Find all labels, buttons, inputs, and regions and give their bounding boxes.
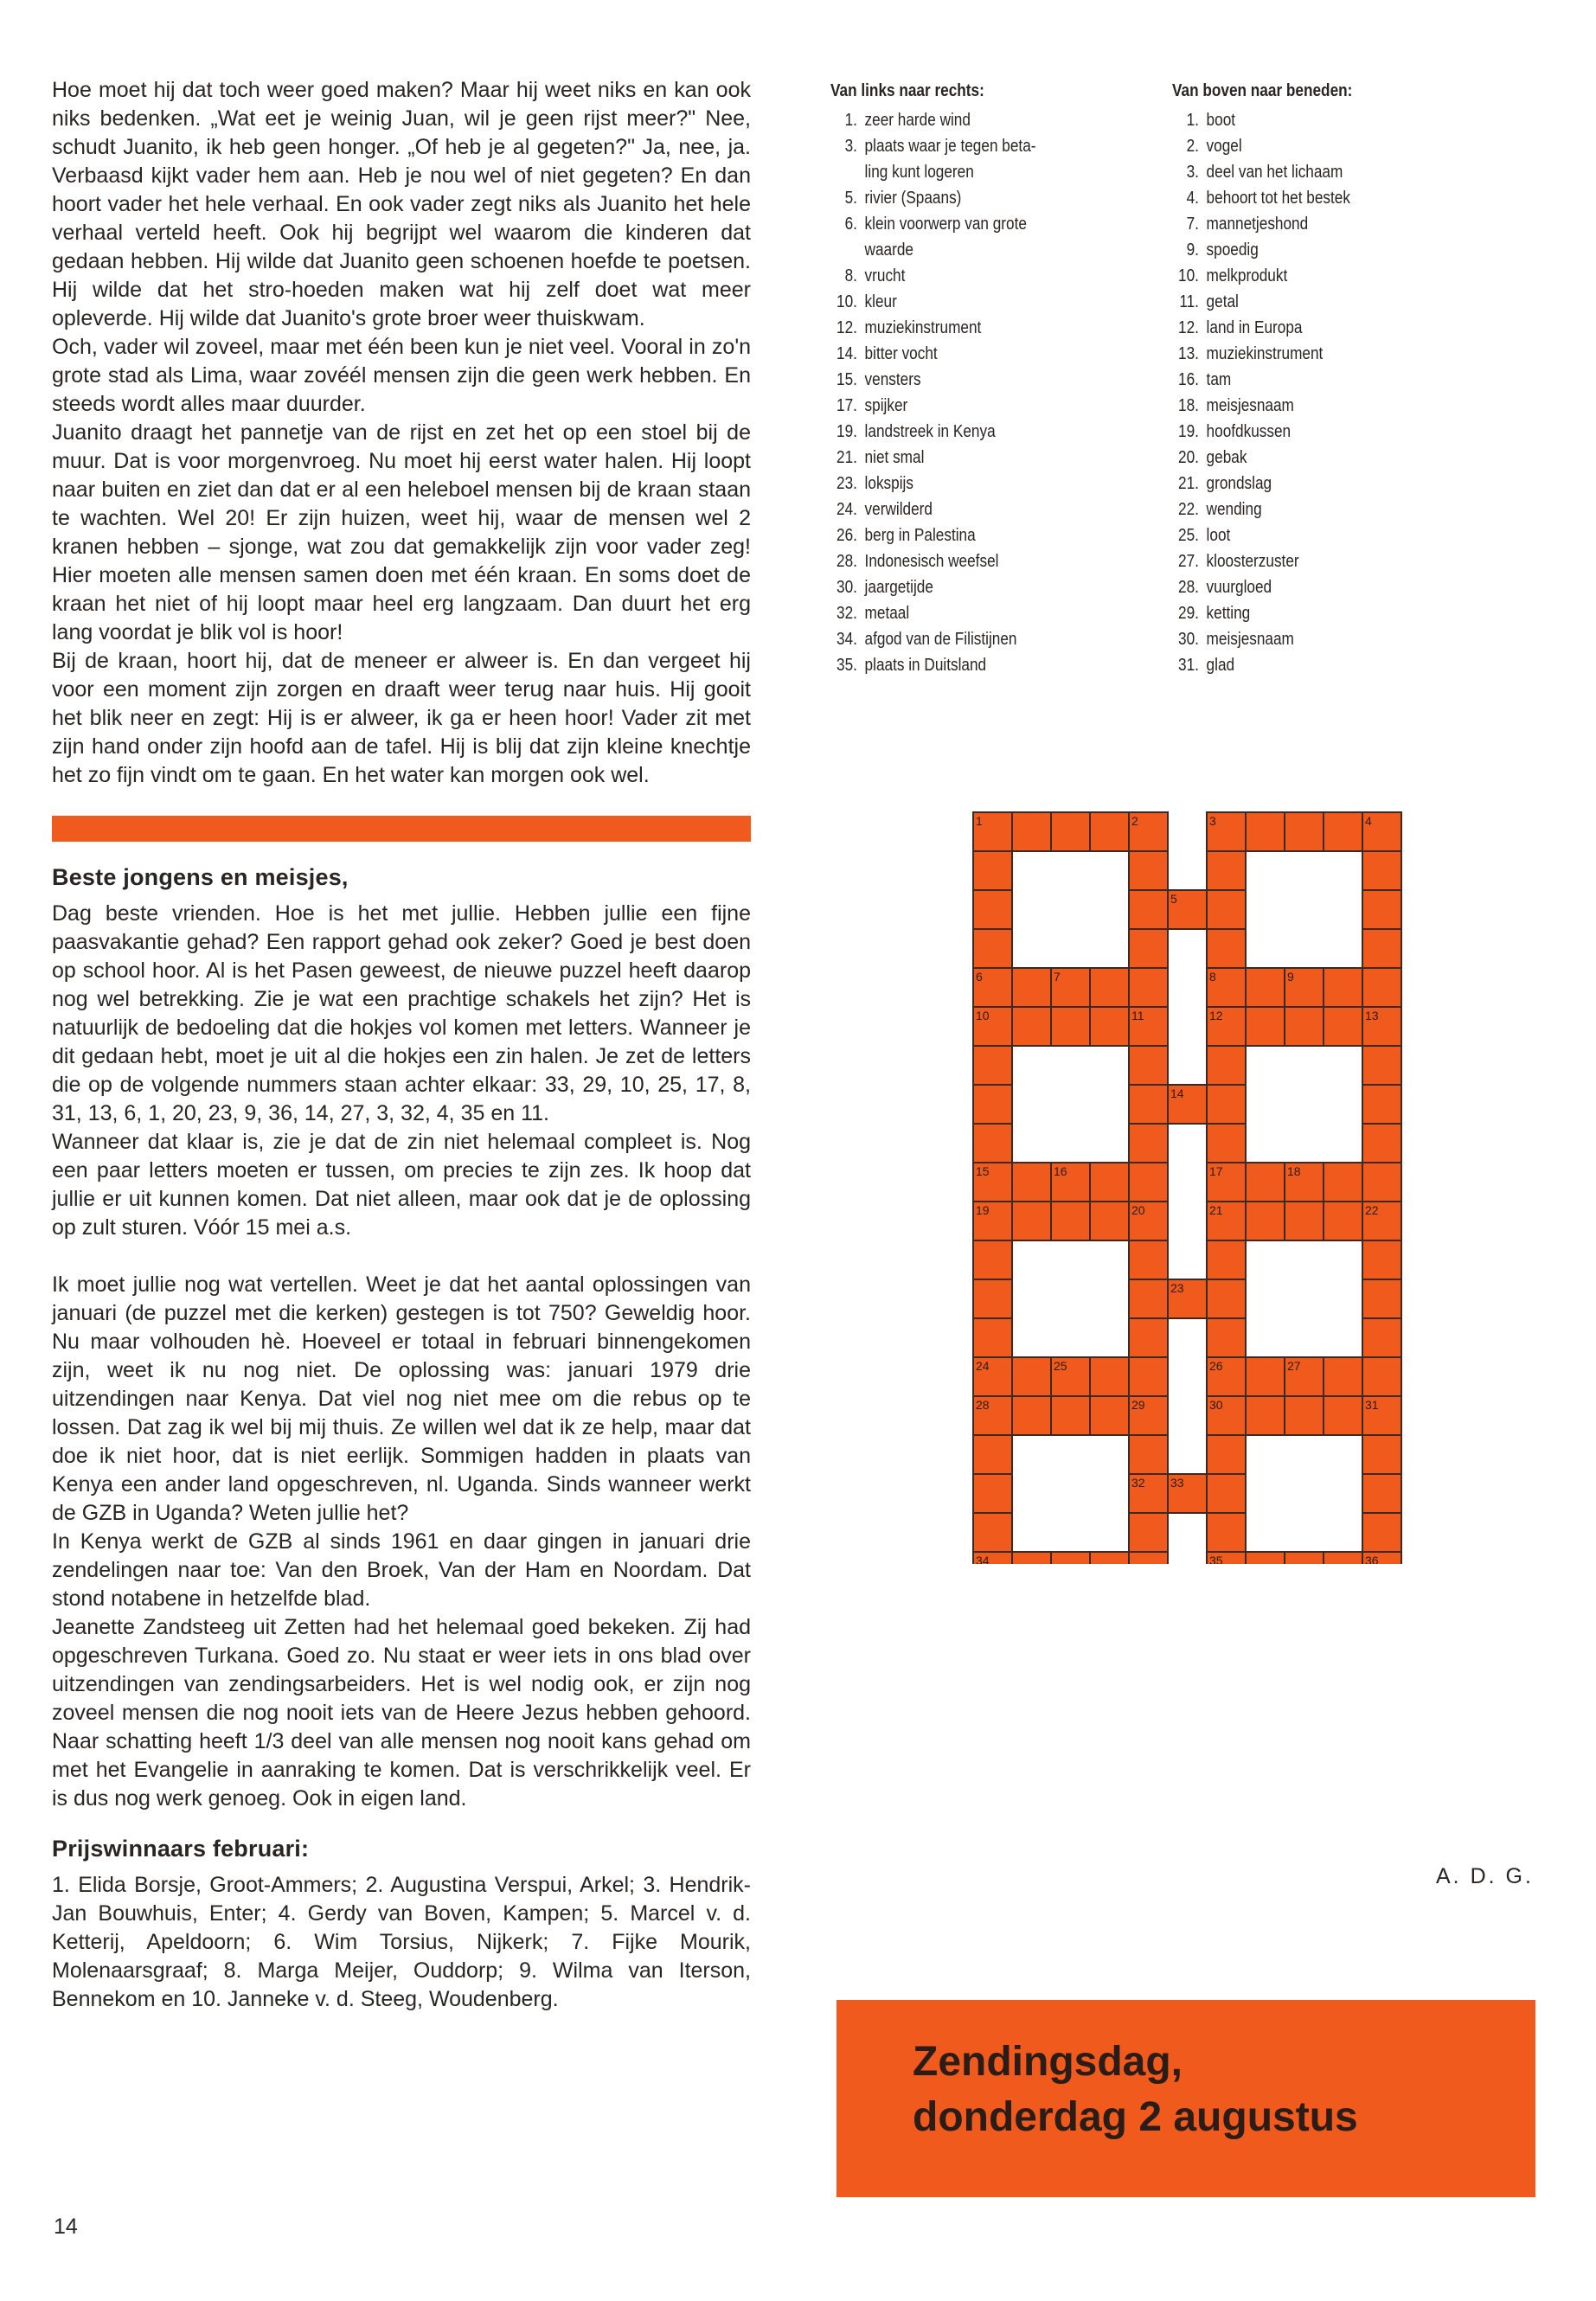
clue-item bbox=[1172, 237, 1395, 263]
puzzle-cell[interactable] bbox=[1324, 812, 1362, 851]
puzzle-cell[interactable] bbox=[1051, 812, 1090, 851]
puzzle-cell[interactable] bbox=[1129, 1552, 1168, 1564]
clue-item bbox=[830, 419, 1054, 445]
puzzle-cell[interactable] bbox=[1207, 1435, 1246, 1474]
clue-number: 28. bbox=[1178, 578, 1199, 597]
story-paragraph-4: Bij de kraan, hoort hij, dat de meneer er alweer is. En dan vergeet hij voor een moment zijn zorgen en draaft weer terug naar huis. Hij gooit het blik neer en zegt: Hij is er alweer, ik ga er heen hoor! Vader zit met zijn hand onder zijn hoofd aan de tafel. Hij is blij dat zijn kleine knechtje het zo fijn vindt om te gaan. En het water kan morgen ook wel. bbox=[52, 649, 751, 787]
clue-number: 12. bbox=[1178, 318, 1199, 337]
clue-number: 19. bbox=[836, 422, 857, 441]
puzzle-number: 3 bbox=[1209, 814, 1216, 828]
letter-heading: Beste jongens en meisjes, bbox=[52, 864, 349, 890]
clue-text: rivier (Spaans) bbox=[864, 189, 962, 208]
clue-number: 3. bbox=[844, 137, 857, 156]
clue-text: muziekinstrument bbox=[1206, 344, 1324, 363]
page-number: 14 bbox=[54, 2214, 78, 2239]
clue-text: vrucht bbox=[864, 266, 906, 285]
clue-text: loot bbox=[1206, 526, 1231, 545]
clue-text: getal bbox=[1206, 292, 1239, 311]
clue-text: klein voorwerp van grote bbox=[864, 215, 1027, 234]
clue-item bbox=[1172, 367, 1395, 393]
clue-item bbox=[830, 289, 1054, 315]
clue-number: 10. bbox=[1178, 266, 1199, 285]
puzzle-number: 9 bbox=[1287, 970, 1294, 984]
clue-number: 13. bbox=[1178, 344, 1199, 363]
puzzle-cell[interactable] bbox=[1207, 1124, 1246, 1163]
puzzle-number: 7 bbox=[1054, 970, 1061, 984]
puzzle-cell[interactable] bbox=[1362, 1124, 1401, 1163]
puzzle-cell[interactable] bbox=[1324, 1163, 1362, 1202]
puzzle-cell[interactable] bbox=[973, 1279, 1012, 1318]
puzzle-cell[interactable] bbox=[1207, 1474, 1246, 1513]
clue-number: 15. bbox=[836, 370, 857, 389]
puzzle-cell[interactable] bbox=[1246, 1552, 1285, 1564]
puzzle-number: 15 bbox=[976, 1164, 990, 1178]
clue-number: 31. bbox=[1178, 656, 1199, 675]
clue-text: gebak bbox=[1206, 448, 1247, 467]
puzzle-cell[interactable] bbox=[1324, 1007, 1362, 1046]
clue-item bbox=[1172, 419, 1395, 445]
puzzle-number: 12 bbox=[1209, 1009, 1223, 1022]
clue-text: lokspijs bbox=[864, 474, 913, 493]
clue-text: verwilderd bbox=[864, 500, 933, 519]
puzzle-number: 28 bbox=[976, 1398, 990, 1412]
puzzle-number: 22 bbox=[1365, 1203, 1379, 1217]
puzzle-cell[interactable] bbox=[1324, 1552, 1362, 1564]
puzzle-cell[interactable] bbox=[973, 1046, 1012, 1085]
puzzle-cell[interactable] bbox=[1012, 1396, 1051, 1435]
clue-item bbox=[830, 315, 1054, 341]
clue-text: ketting bbox=[1206, 604, 1251, 623]
clue-number: 16. bbox=[1178, 370, 1199, 389]
clue-item bbox=[830, 159, 1054, 185]
clue-item bbox=[1172, 574, 1395, 600]
puzzle-cell[interactable] bbox=[973, 1240, 1012, 1279]
puzzle-number: 17 bbox=[1209, 1164, 1223, 1178]
puzzle-number: 19 bbox=[976, 1203, 990, 1217]
puzzle-cell[interactable] bbox=[1090, 1396, 1129, 1435]
clue-item bbox=[830, 548, 1054, 574]
clue-number: 19. bbox=[1178, 422, 1199, 441]
puzzle-number: 26 bbox=[1209, 1359, 1223, 1373]
clue-item bbox=[1172, 471, 1395, 497]
puzzle-cell[interactable] bbox=[1090, 1007, 1129, 1046]
clue-text: behoort tot het bestek bbox=[1206, 189, 1350, 208]
puzzle-cell[interactable] bbox=[1362, 1513, 1401, 1552]
puzzle-cell[interactable] bbox=[1207, 1085, 1246, 1124]
puzzle-cell[interactable] bbox=[1090, 1163, 1129, 1202]
puzzle-cell[interactable] bbox=[1285, 1396, 1324, 1435]
clue-item bbox=[830, 652, 1054, 678]
clue-number: 20. bbox=[1178, 448, 1199, 467]
clue-text: ling kunt logeren bbox=[864, 163, 974, 182]
puzzle-cell[interactable] bbox=[1246, 1357, 1285, 1396]
puzzle-cell[interactable] bbox=[1207, 1279, 1246, 1318]
clue-number: 28. bbox=[836, 552, 857, 571]
puzzle-cell[interactable] bbox=[1129, 1085, 1168, 1124]
clue-number: 1. bbox=[1186, 111, 1199, 130]
clue-text: niet smal bbox=[864, 448, 925, 467]
clue-item bbox=[1172, 263, 1395, 289]
clue-text: meisjesnaam bbox=[1206, 396, 1294, 415]
puzzle-cell[interactable] bbox=[973, 1435, 1012, 1474]
clue-text: plaats in Duitsland bbox=[864, 656, 987, 675]
puzzle-cell[interactable] bbox=[1129, 1046, 1168, 1085]
letter-paragraph-1: Dag beste vrienden. Hoe is het met jullie. Hebben jullie een fijne paasvakantie gehad? Een rapport gehad ook zeker? Goed je best doen op school hoor. Al is het Pasen geweest, de nieuwe puzzel heeft daarop nog wel betrekking. Zie je wat een prachtige schakels het zijn? Het is natuurlijk de bedoeling dat die hokjes vol komen met letters. Wanneer je dit gedaan hebt, moet je uit al die hokjes een zin halen. Je zet de letters die op de volgende nummers staan achter elkaar: 33, 29, 10, 25, 17, 8, 31, 13, 6, 1, 20, 23, 9, 36, 14, 27, 3, 32, 4, 35 en 11. bbox=[52, 901, 751, 1125]
clue-number: 17. bbox=[836, 396, 857, 415]
clue-item bbox=[830, 393, 1054, 419]
clue-item bbox=[1172, 211, 1395, 237]
puzzle-cell[interactable] bbox=[1051, 1396, 1090, 1435]
puzzle-cell[interactable] bbox=[973, 1513, 1012, 1552]
clue-number: 27. bbox=[1178, 552, 1199, 571]
puzzle-number: 32 bbox=[1131, 1476, 1145, 1490]
clue-item bbox=[1172, 600, 1395, 626]
clues-down bbox=[1172, 78, 1395, 678]
clue-item bbox=[830, 107, 1054, 133]
signature: A. D. G. bbox=[1436, 1864, 1534, 1888]
clue-number: 4. bbox=[1186, 189, 1199, 208]
clue-number: 5. bbox=[844, 189, 857, 208]
clue-number: 22. bbox=[1178, 500, 1199, 519]
puzzle-cell[interactable] bbox=[973, 929, 1012, 968]
puzzle-cell[interactable] bbox=[1129, 890, 1168, 929]
clue-item bbox=[1172, 522, 1395, 548]
puzzle-cell[interactable] bbox=[1129, 1124, 1168, 1163]
clues-across bbox=[830, 78, 1054, 678]
clue-item bbox=[830, 471, 1054, 497]
puzzle-number: 10 bbox=[976, 1009, 990, 1022]
clue-text: Indonesisch weefsel bbox=[864, 552, 999, 571]
puzzle-cell[interactable] bbox=[1129, 1240, 1168, 1279]
puzzle-number: 36 bbox=[1365, 1554, 1379, 1564]
clue-item bbox=[1172, 445, 1395, 471]
puzzle-cell[interactable] bbox=[973, 851, 1012, 890]
clue-item bbox=[1172, 626, 1395, 652]
clue-text: vensters bbox=[864, 370, 921, 389]
clue-text: plaats waar je tegen beta- bbox=[864, 137, 1036, 156]
puzzle-cell[interactable] bbox=[1285, 812, 1324, 851]
puzzle-cell[interactable] bbox=[1012, 1007, 1051, 1046]
puzzle-cell[interactable] bbox=[1324, 968, 1362, 1007]
clue-text: berg in Palestina bbox=[864, 526, 976, 545]
clue-text: kleur bbox=[864, 292, 897, 311]
letter-paragraph-5: Jeanette Zandsteeg uit Zetten had het helemaal goed bekeken. Zij had opgeschreven Turkana. Goed zo. Nu staat er weer iets in ons blad over uitzendingen van zendingsarbeiders. Het is wel nodig ook, er zijn nog zoveel mensen die nog nooit iets van de Heere Jezus hebben gehoord. Naar schatting heeft 1/3 deel van alle mensen nog nooit kans gehad om met het Evangelie in aanraking te komen. Dat is verschrikkelijk veel. Er is dus nog werk genoeg. Ook in eigen land. bbox=[52, 1615, 751, 1811]
clue-item bbox=[830, 133, 1054, 159]
clue-number: 26. bbox=[836, 526, 857, 545]
puzzle-cell[interactable] bbox=[1285, 1007, 1324, 1046]
clue-text: glad bbox=[1206, 656, 1235, 675]
puzzle-cell[interactable] bbox=[1012, 968, 1051, 1007]
clue-text: zeer harde wind bbox=[864, 111, 971, 130]
clue-item bbox=[1172, 289, 1395, 315]
puzzle-number: 21 bbox=[1209, 1203, 1223, 1217]
puzzle-cell[interactable] bbox=[1362, 1163, 1401, 1202]
puzzle-cell[interactable] bbox=[1362, 1357, 1401, 1396]
puzzle-cell[interactable] bbox=[1362, 1240, 1401, 1279]
puzzle-cell[interactable] bbox=[1090, 968, 1129, 1007]
puzzle-cell[interactable] bbox=[1362, 1046, 1401, 1085]
winners-list: 1. Elida Borsje, Groot-Ammers; 2. Augustina Verspui, Arkel; 3. Hendrik-Jan Bouwhuis, Enter; 4. Gerdy van Boven, Kampen; 5. Marcel v. d. Ketterij, Apeldoorn; 6. Wim Torsius, Nijkerk; 7. Fijke Mourik, Molenaarsgraaf; 8. Marga Meijer, Ouddorp; 9. Wilma van Iterson, Bennekom en 10. Janneke v. d. Steeg, Woudenberg. bbox=[52, 1873, 751, 2011]
puzzle-number: 31 bbox=[1365, 1398, 1379, 1412]
clue-item bbox=[1172, 548, 1395, 574]
puzzle-cell[interactable] bbox=[1012, 1163, 1051, 1202]
clue-text: jaargetijde bbox=[864, 578, 933, 597]
puzzle-number: 20 bbox=[1131, 1203, 1145, 1217]
clue-text: mannetjeshond bbox=[1206, 215, 1309, 234]
puzzle-number: 24 bbox=[976, 1359, 990, 1373]
puzzle-cell[interactable] bbox=[1051, 1202, 1090, 1240]
puzzle-cell[interactable] bbox=[1090, 1202, 1129, 1240]
puzzle-number: 27 bbox=[1287, 1359, 1301, 1373]
puzzle-cell[interactable] bbox=[1129, 1318, 1168, 1357]
puzzle-cell[interactable] bbox=[1129, 929, 1168, 968]
clue-text: muziekinstrument bbox=[864, 318, 982, 337]
clue-text: land in Europa bbox=[1206, 318, 1303, 337]
clue-item bbox=[1172, 315, 1395, 341]
puzzle-cell[interactable] bbox=[1090, 812, 1129, 851]
puzzle-number: 29 bbox=[1131, 1398, 1145, 1412]
puzzle-cell[interactable] bbox=[1324, 1357, 1362, 1396]
clue-number: 29. bbox=[1178, 604, 1199, 623]
puzzle-cell[interactable] bbox=[1207, 929, 1246, 968]
clue-item bbox=[830, 574, 1054, 600]
puzzle-cell[interactable] bbox=[1129, 1163, 1168, 1202]
puzzle-cell[interactable] bbox=[1207, 890, 1246, 929]
puzzle-cell[interactable] bbox=[1051, 1007, 1090, 1046]
clue-item bbox=[1172, 159, 1395, 185]
clue-number: 30. bbox=[1178, 630, 1199, 649]
puzzle-number: 23 bbox=[1170, 1281, 1184, 1295]
clue-item bbox=[1172, 497, 1395, 522]
clue-number bbox=[830, 237, 865, 263]
puzzle-cell[interactable] bbox=[1129, 851, 1168, 890]
clue-number: 35. bbox=[836, 656, 857, 675]
story-paragraph-3: Juanito draagt het pannetje van de rijst en zet het op een stoel bij de muur. Dat is voor morgenvroeg. Nu moet hij eerst water halen. Hij loopt naar buiten en ziet dan dat er al een heleboel mensen bij de kraan staan te wachten. Wel 20! Er zijn huizen, weet hij, waar de mensen wel 2 kranen hebben – sjonge, wat zou dat gemakkelijk zijn voor vader zeg! Hier moeten alle mensen samen doen met één kraan. En soms doet de kraan het niet of hij loopt maar heel erg langzaam. Dan duurt het erg lang voordat je blik vol is hoor! bbox=[52, 420, 751, 644]
puzzle-number: 30 bbox=[1209, 1398, 1223, 1412]
clue-number: 7. bbox=[1186, 215, 1199, 234]
puzzle-cell[interactable] bbox=[1246, 1163, 1285, 1202]
clue-number: 12. bbox=[836, 318, 857, 337]
puzzle-cell[interactable] bbox=[973, 1318, 1012, 1357]
puzzle-cell[interactable] bbox=[1051, 1552, 1090, 1564]
puzzle-cell[interactable] bbox=[1129, 968, 1168, 1007]
clue-number: 10. bbox=[836, 292, 857, 311]
clue-item bbox=[830, 185, 1054, 211]
puzzle-number: 13 bbox=[1365, 1009, 1379, 1022]
puzzle-number: 6 bbox=[976, 970, 983, 984]
clue-number: 21. bbox=[836, 448, 857, 467]
puzzle-cell[interactable] bbox=[1012, 1552, 1051, 1564]
clue-item bbox=[830, 445, 1054, 471]
section-divider bbox=[52, 816, 751, 842]
puzzle-cell[interactable] bbox=[1362, 1279, 1401, 1318]
clue-text: grondslag bbox=[1206, 474, 1272, 493]
clue-text: bitter vocht bbox=[864, 344, 938, 363]
clue-item bbox=[830, 237, 1054, 263]
clue-item bbox=[1172, 393, 1395, 419]
clue-number: 25. bbox=[1178, 526, 1199, 545]
clue-item bbox=[830, 626, 1054, 652]
clue-number: 30. bbox=[836, 578, 857, 597]
puzzle-cell[interactable] bbox=[1324, 1396, 1362, 1435]
puzzle-cell[interactable] bbox=[1207, 1240, 1246, 1279]
puzzle-cell[interactable] bbox=[1246, 1202, 1285, 1240]
puzzle-cell[interactable] bbox=[1012, 1202, 1051, 1240]
puzzle-cell[interactable] bbox=[1362, 1318, 1401, 1357]
clue-item bbox=[1172, 341, 1395, 367]
clue-text: vogel bbox=[1206, 137, 1242, 156]
clue-text: kloosterzuster bbox=[1206, 552, 1299, 571]
puzzle-cell[interactable] bbox=[1362, 929, 1401, 968]
clue-number: 14. bbox=[836, 344, 857, 363]
puzzle-number: 1 bbox=[976, 814, 983, 828]
letter-paragraph-4: In Kenya werkt de GZB al sinds 1961 en daar gingen in januari drie zendelingen naar toe: Van den Broek, Van der Ham en Noordam. Dat stond notabene in hetzelfde blad. bbox=[52, 1529, 751, 1611]
puzzle-cell[interactable] bbox=[973, 890, 1012, 929]
puzzle-cell[interactable] bbox=[1285, 1202, 1324, 1240]
letter-paragraph-2: Wanneer dat klaar is, zie je dat de zin niet helemaal compleet is. Nog een paar letters moeten er tussen, om precies te zijn zes. Ik hoop dat jullie er uit kunnen komen. Dat niet alleen, maar ook dat je de oplossing op zult sturen. Vóór 15 mei a.s. bbox=[52, 1130, 751, 1240]
puzzle-cell[interactable] bbox=[1207, 1513, 1246, 1552]
clue-text: meisjesnaam bbox=[1206, 630, 1294, 649]
puzzle-cell[interactable] bbox=[1129, 1357, 1168, 1396]
puzzle-cell[interactable] bbox=[1362, 1474, 1401, 1513]
clue-number: 9. bbox=[1186, 240, 1199, 260]
clue-item bbox=[1172, 652, 1395, 678]
crossword-puzzle bbox=[972, 811, 1405, 1564]
puzzle-cell[interactable] bbox=[1207, 1046, 1246, 1085]
clue-text: melkprodukt bbox=[1206, 266, 1288, 285]
clue-number: 8. bbox=[844, 266, 857, 285]
clue-item bbox=[1172, 185, 1395, 211]
puzzle-cell[interactable] bbox=[1246, 968, 1285, 1007]
clue-text: landstreek in Kenya bbox=[864, 422, 996, 441]
clue-text: spijker bbox=[864, 396, 908, 415]
puzzle-cell[interactable] bbox=[1207, 1318, 1246, 1357]
puzzle-number: 8 bbox=[1209, 970, 1216, 984]
puzzle-number: 14 bbox=[1170, 1086, 1184, 1100]
winners-heading: Prijswinnaars februari: bbox=[52, 1836, 310, 1862]
puzzle-cell[interactable] bbox=[1012, 1357, 1051, 1396]
puzzle-cell[interactable] bbox=[973, 1474, 1012, 1513]
clue-number: 6. bbox=[844, 215, 857, 234]
clue-number: 11. bbox=[1179, 292, 1199, 311]
puzzle-cell[interactable] bbox=[1324, 1202, 1362, 1240]
clue-text: waarde bbox=[864, 240, 913, 260]
clue-text: vuurgloed bbox=[1206, 578, 1272, 597]
clue-number: 2. bbox=[1186, 137, 1199, 156]
clue-number bbox=[830, 159, 865, 185]
clue-number: 1. bbox=[844, 111, 857, 130]
clue-item bbox=[830, 367, 1054, 393]
clue-item bbox=[830, 263, 1054, 289]
clue-number: 32. bbox=[836, 604, 857, 623]
clue-text: afgod van de Filistijnen bbox=[864, 630, 1017, 649]
puzzle-cell[interactable] bbox=[1207, 851, 1246, 890]
clue-item bbox=[830, 211, 1054, 237]
story-paragraph-2: Och, vader wil zoveel, maar met één been kun je niet veel. Vooral in zo'n grote stad als Lima, waar zovéél mensen zijn die geen werk hebben. En steeds wordt alles maar duurder. bbox=[52, 335, 751, 416]
clue-number: 24. bbox=[836, 500, 857, 519]
puzzle-cell[interactable] bbox=[1090, 1357, 1129, 1396]
puzzle-cell[interactable] bbox=[1362, 1085, 1401, 1124]
puzzle-cell[interactable] bbox=[1246, 1007, 1285, 1046]
clue-number: 21. bbox=[1178, 474, 1199, 493]
clue-number: 18. bbox=[1178, 396, 1199, 415]
puzzle-number: 5 bbox=[1170, 892, 1177, 906]
clue-item bbox=[1172, 133, 1395, 159]
clue-item bbox=[830, 522, 1054, 548]
clues-down-heading: Van boven naar beneden: bbox=[1172, 81, 1353, 100]
banner-line-2: donderdag 2 augustus bbox=[913, 2094, 1358, 2140]
clue-item bbox=[1172, 107, 1395, 133]
puzzle-cell[interactable] bbox=[1362, 968, 1401, 1007]
puzzle-cell[interactable] bbox=[1285, 1552, 1324, 1564]
puzzle-cell[interactable] bbox=[1246, 812, 1285, 851]
puzzle-cell[interactable] bbox=[1129, 1513, 1168, 1552]
clue-text: boot bbox=[1206, 111, 1236, 130]
clue-number: 34. bbox=[836, 630, 857, 649]
puzzle-cell[interactable] bbox=[1362, 1435, 1401, 1474]
letter-paragraph-3: Ik moet jullie nog wat vertellen. Weet je dat het aantal oplossingen van januari (de puzzel met die kerken) gestegen is tot 750? Geweldig hoor. Nu maar volhouden hè. Hoeveel er totaal in februari binnengekomen zijn, weet ik nu nog niet. De oplossing was: januari 1979 drie uitzendingen naar Kenya. Dat viel nog niet mee om die rebus op te lossen. Dat zag ik wel bij mij thuis. Ze willen wel dat ik ze help, maar dat doe ik niet hoor, dat is niet eerlijk. Sommigen hadden in plaats van Kenya een ander land opgeschreven, nl. Uganda. Sinds wanneer werkt de GZB in Uganda? Weten jullie het? bbox=[52, 1272, 751, 1525]
banner-line-1: Zendingsdag, bbox=[913, 2039, 1183, 2085]
puzzle-cell[interactable] bbox=[973, 1085, 1012, 1124]
puzzle-number: 2 bbox=[1131, 814, 1138, 828]
event-banner bbox=[836, 2000, 1535, 2197]
puzzle-cell[interactable] bbox=[1129, 1435, 1168, 1474]
puzzle-cell[interactable] bbox=[1129, 1279, 1168, 1318]
clue-number: 3. bbox=[1186, 163, 1199, 182]
puzzle-cell[interactable] bbox=[973, 1124, 1012, 1163]
clue-text: spoedig bbox=[1206, 240, 1259, 260]
clues-across-heading: Van links naar rechts: bbox=[830, 81, 984, 100]
puzzle-number: 11 bbox=[1131, 1009, 1144, 1022]
puzzle-cell[interactable] bbox=[1362, 890, 1401, 929]
clue-text: deel van het lichaam bbox=[1206, 163, 1343, 182]
left-column bbox=[52, 76, 751, 2014]
clue-item bbox=[830, 600, 1054, 626]
clue-text: tam bbox=[1206, 370, 1232, 389]
puzzle-cell[interactable] bbox=[1090, 1552, 1129, 1564]
puzzle-number: 35 bbox=[1209, 1554, 1223, 1564]
puzzle-number: 16 bbox=[1054, 1164, 1067, 1178]
story-paragraph-1: Hoe moet hij dat toch weer goed maken? Maar hij weet niks en kan ook niks bedenken. „Wat eet je weinig Juan, wil je geen rijst meer?" Nee, schudt Juanito, ik heb geen honger. „Of heb je al gegeten?" Ja, nee, ja. Verbaasd kijkt vader hem aan. Heb je nou wel of niet gegeten? En dan hoort vader het hele verhaal. En ook vader zegt niks als Juanito het hele verhaal verteld heeft. Ook hij begrijpt wel waarom die kinderen dat gedaan hebben. Hij wilde dat Juanito geen schoenen hoefde te poetsen. Hij wilde dat het stro-hoeden maken wat hij zelf doet wat meer opleverde. Hij wilde dat Juanito's grote broer weer thuiskwam. bbox=[52, 78, 751, 330]
clue-number: 23. bbox=[836, 474, 857, 493]
clue-item bbox=[830, 341, 1054, 367]
clue-item bbox=[830, 497, 1054, 522]
puzzle-cell[interactable] bbox=[1246, 1396, 1285, 1435]
puzzle-number: 18 bbox=[1287, 1164, 1301, 1178]
puzzle-number: 34 bbox=[976, 1554, 990, 1564]
clue-text: hoofdkussen bbox=[1206, 422, 1292, 441]
puzzle-number: 4 bbox=[1365, 814, 1372, 828]
puzzle-number: 25 bbox=[1054, 1359, 1067, 1373]
puzzle-number: 33 bbox=[1170, 1476, 1184, 1490]
puzzle-cell[interactable] bbox=[1362, 851, 1401, 890]
clue-text: metaal bbox=[864, 604, 910, 623]
clue-text: wending bbox=[1206, 500, 1262, 519]
puzzle-cell[interactable] bbox=[1012, 812, 1051, 851]
